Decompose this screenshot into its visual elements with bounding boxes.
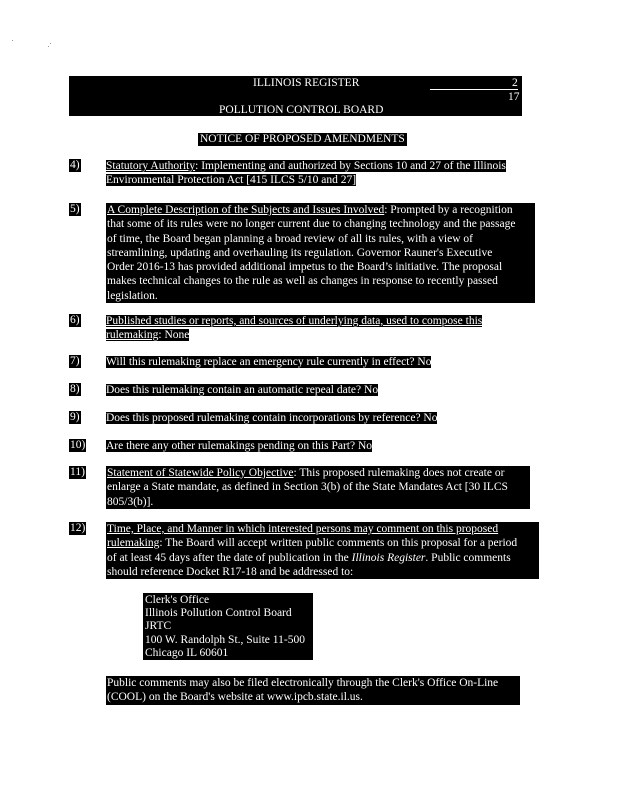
notice-title: NOTICE OF PROPOSED AMENDMENTS	[200, 133, 405, 145]
item-line: Does this rulemaking contain an automatic repeal date? No	[106, 384, 379, 396]
item-text	[106, 466, 530, 509]
volume-number: 17	[508, 91, 520, 103]
address-line: Chicago IL 60601	[145, 646, 229, 659]
scan-speck	[12, 40, 13, 41]
item-number: 9)	[70, 411, 80, 423]
item-line: Will this rulemaking replace an emergency rule currently in effect? No	[106, 356, 432, 368]
item-line: Statutory Authority: Implementing and authorized by Sections 10 and 27 of the Illinois	[106, 160, 506, 172]
item-text	[106, 522, 539, 579]
item-line: Are there any other rulemakings pending on this Part? No	[106, 440, 373, 452]
address-line: Clerk's Office	[145, 594, 210, 606]
item-text	[106, 159, 506, 188]
item-line: legislation.	[107, 289, 158, 302]
item-number: 12)	[70, 522, 86, 534]
address-block	[143, 593, 313, 660]
item-text	[106, 411, 437, 425]
item-line: Order 2016-13 has provided additional impetus to the Board’s initiative. The proposal	[107, 261, 503, 274]
address-line: 100 W. Randolph St., Suite 11-500	[145, 633, 305, 646]
item-text	[106, 203, 535, 303]
closing-paragraph	[106, 676, 520, 705]
item-line: Published studies or reports, and sources of underlying data, used to compose this	[106, 315, 483, 327]
address-line: Illinois Pollution Control Board	[145, 607, 292, 620]
closing-line: Public comments may also be filed electronically through the Clerk's Office On-Line	[107, 677, 499, 689]
scan-speck	[50, 43, 51, 44]
item-line: Environmental Protection Act [415 ILCS 5/10 and 27]	[106, 174, 357, 187]
item-number: 6)	[70, 314, 80, 326]
item-number: 4)	[70, 159, 80, 171]
item-line: makes technical changes to the rule as well as changes in response to recently passed	[107, 275, 498, 288]
closing-line: (COOL) on the Board's website at www.ipcb.state.il.us.	[107, 691, 363, 703]
item-number: 7)	[70, 355, 80, 367]
item-line: A Complete Description of the Subjects and Issues Involved: Prompted by a recognition	[107, 204, 513, 216]
item-line: rulemaking: None	[106, 329, 190, 342]
item-line: Statement of Statewide Policy Objective: This proposed rulemaking does not create or	[107, 467, 505, 479]
item-line: streamlining, updating and overhauling its regulation. Governor Rauner's Executive	[107, 246, 493, 259]
item-line: enlarge a State mandate, as defined in Section 3(b) of the State Mandates Act [30 ILCS	[107, 481, 508, 494]
item-text	[106, 383, 378, 397]
item-line: of at least 45 days after the date of publication in the Illinois Register. Public comments	[107, 551, 511, 564]
item-line: Time, Place, and Manner in which interested persons may comment on this proposed	[107, 523, 499, 535]
item-number: 10)	[70, 439, 86, 451]
item-number: 5)	[70, 203, 80, 215]
header-rule	[430, 89, 518, 90]
item-line: that some of its rules were no longer current due to changing technology and the passage	[107, 218, 516, 231]
item-text	[106, 355, 431, 369]
page-number: 2	[512, 77, 518, 89]
agency-name: POLLUTION CONTROL BOARD	[219, 104, 384, 116]
scan-speck	[48, 46, 49, 47]
item-line: Does this proposed rulemaking contain incorporations by reference? No	[106, 412, 438, 424]
register-title: ILLINOIS REGISTER	[253, 77, 360, 89]
item-line: should reference Docket R17-18 and be addressed to:	[107, 565, 354, 578]
item-number: 11)	[70, 466, 85, 478]
address-line: JRTC	[145, 620, 172, 633]
item-text	[106, 314, 482, 343]
item-text	[106, 439, 372, 453]
item-line: rulemaking: The Board will accept written public comments on this proposal for a period	[107, 537, 518, 550]
item-line: 805/3(b)].	[107, 495, 154, 508]
item-number: 8)	[70, 383, 80, 395]
item-line: of time, the Board began planning a broad review of all its rules, with a view of	[107, 232, 473, 245]
